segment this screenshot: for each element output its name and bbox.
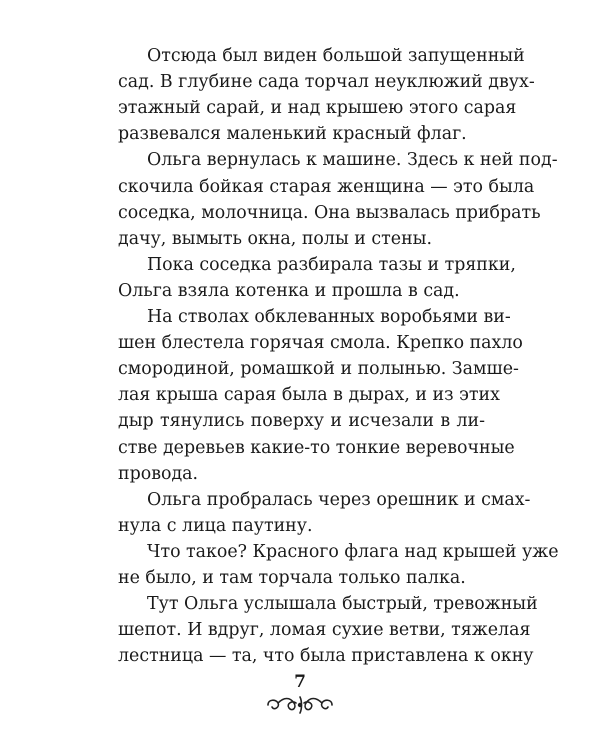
text-line: Ольга взяла котенка и прошла в сад. [118,280,460,301]
text-line: сад. В глубине сада торчал неуклюжий двух- [118,72,535,93]
text-line: На стволах обклеванных воробьями ви- [147,307,511,327]
page-number: 7 [294,672,306,692]
text-line: Пока соседка разбирала тазы и тряпки, [147,254,516,275]
text-line: Ольга пробралась через орешник и смах- [147,489,531,510]
text-line: шен блестела горячая смола. Крепко пахло [118,333,523,354]
text-line: лая крыша сарая была в дырах, и из этих [118,385,500,406]
text-line: смородиной, ромашкой и полынью. Замше- [118,359,519,380]
text-line: этажный сарай, и над крышею этого сарая [118,98,517,119]
text-line: Ольга вернулась к машине. Здесь к ней под- [147,150,558,171]
text-line: дачу, вымыть окна, полы и стены. [118,228,433,249]
text-line: развевался маленький красный флаг. [118,124,467,145]
text-line: стве деревьев какие-то тонкие веревочные [118,437,515,458]
text-line: Что такое? Красного флага над крышей уже [147,541,559,562]
text-line: шепот. И вдруг, ломая сухие ветви, тяжелая [118,620,531,641]
text-line: не было, и там торчала только палка. [118,568,466,588]
text-line: Отсюда был виден большой запущенный [147,46,525,66]
text-line: соседка, молочница. Она вызвалась прибрать [118,202,541,223]
text-line: нула с лица паутину. [118,515,313,536]
text-line: дыр тянулись поверху и исчезали в ли- [118,411,485,432]
text-line: провода. [118,463,199,484]
text-line: скочила бойкая старая женщина — это была [118,176,535,197]
text-line: лестница — та, что была приставлена к окну [118,646,534,667]
decorative-knot-icon [264,693,336,717]
text-line: Тут Ольга услышала быстрый, тревожный [147,594,538,615]
